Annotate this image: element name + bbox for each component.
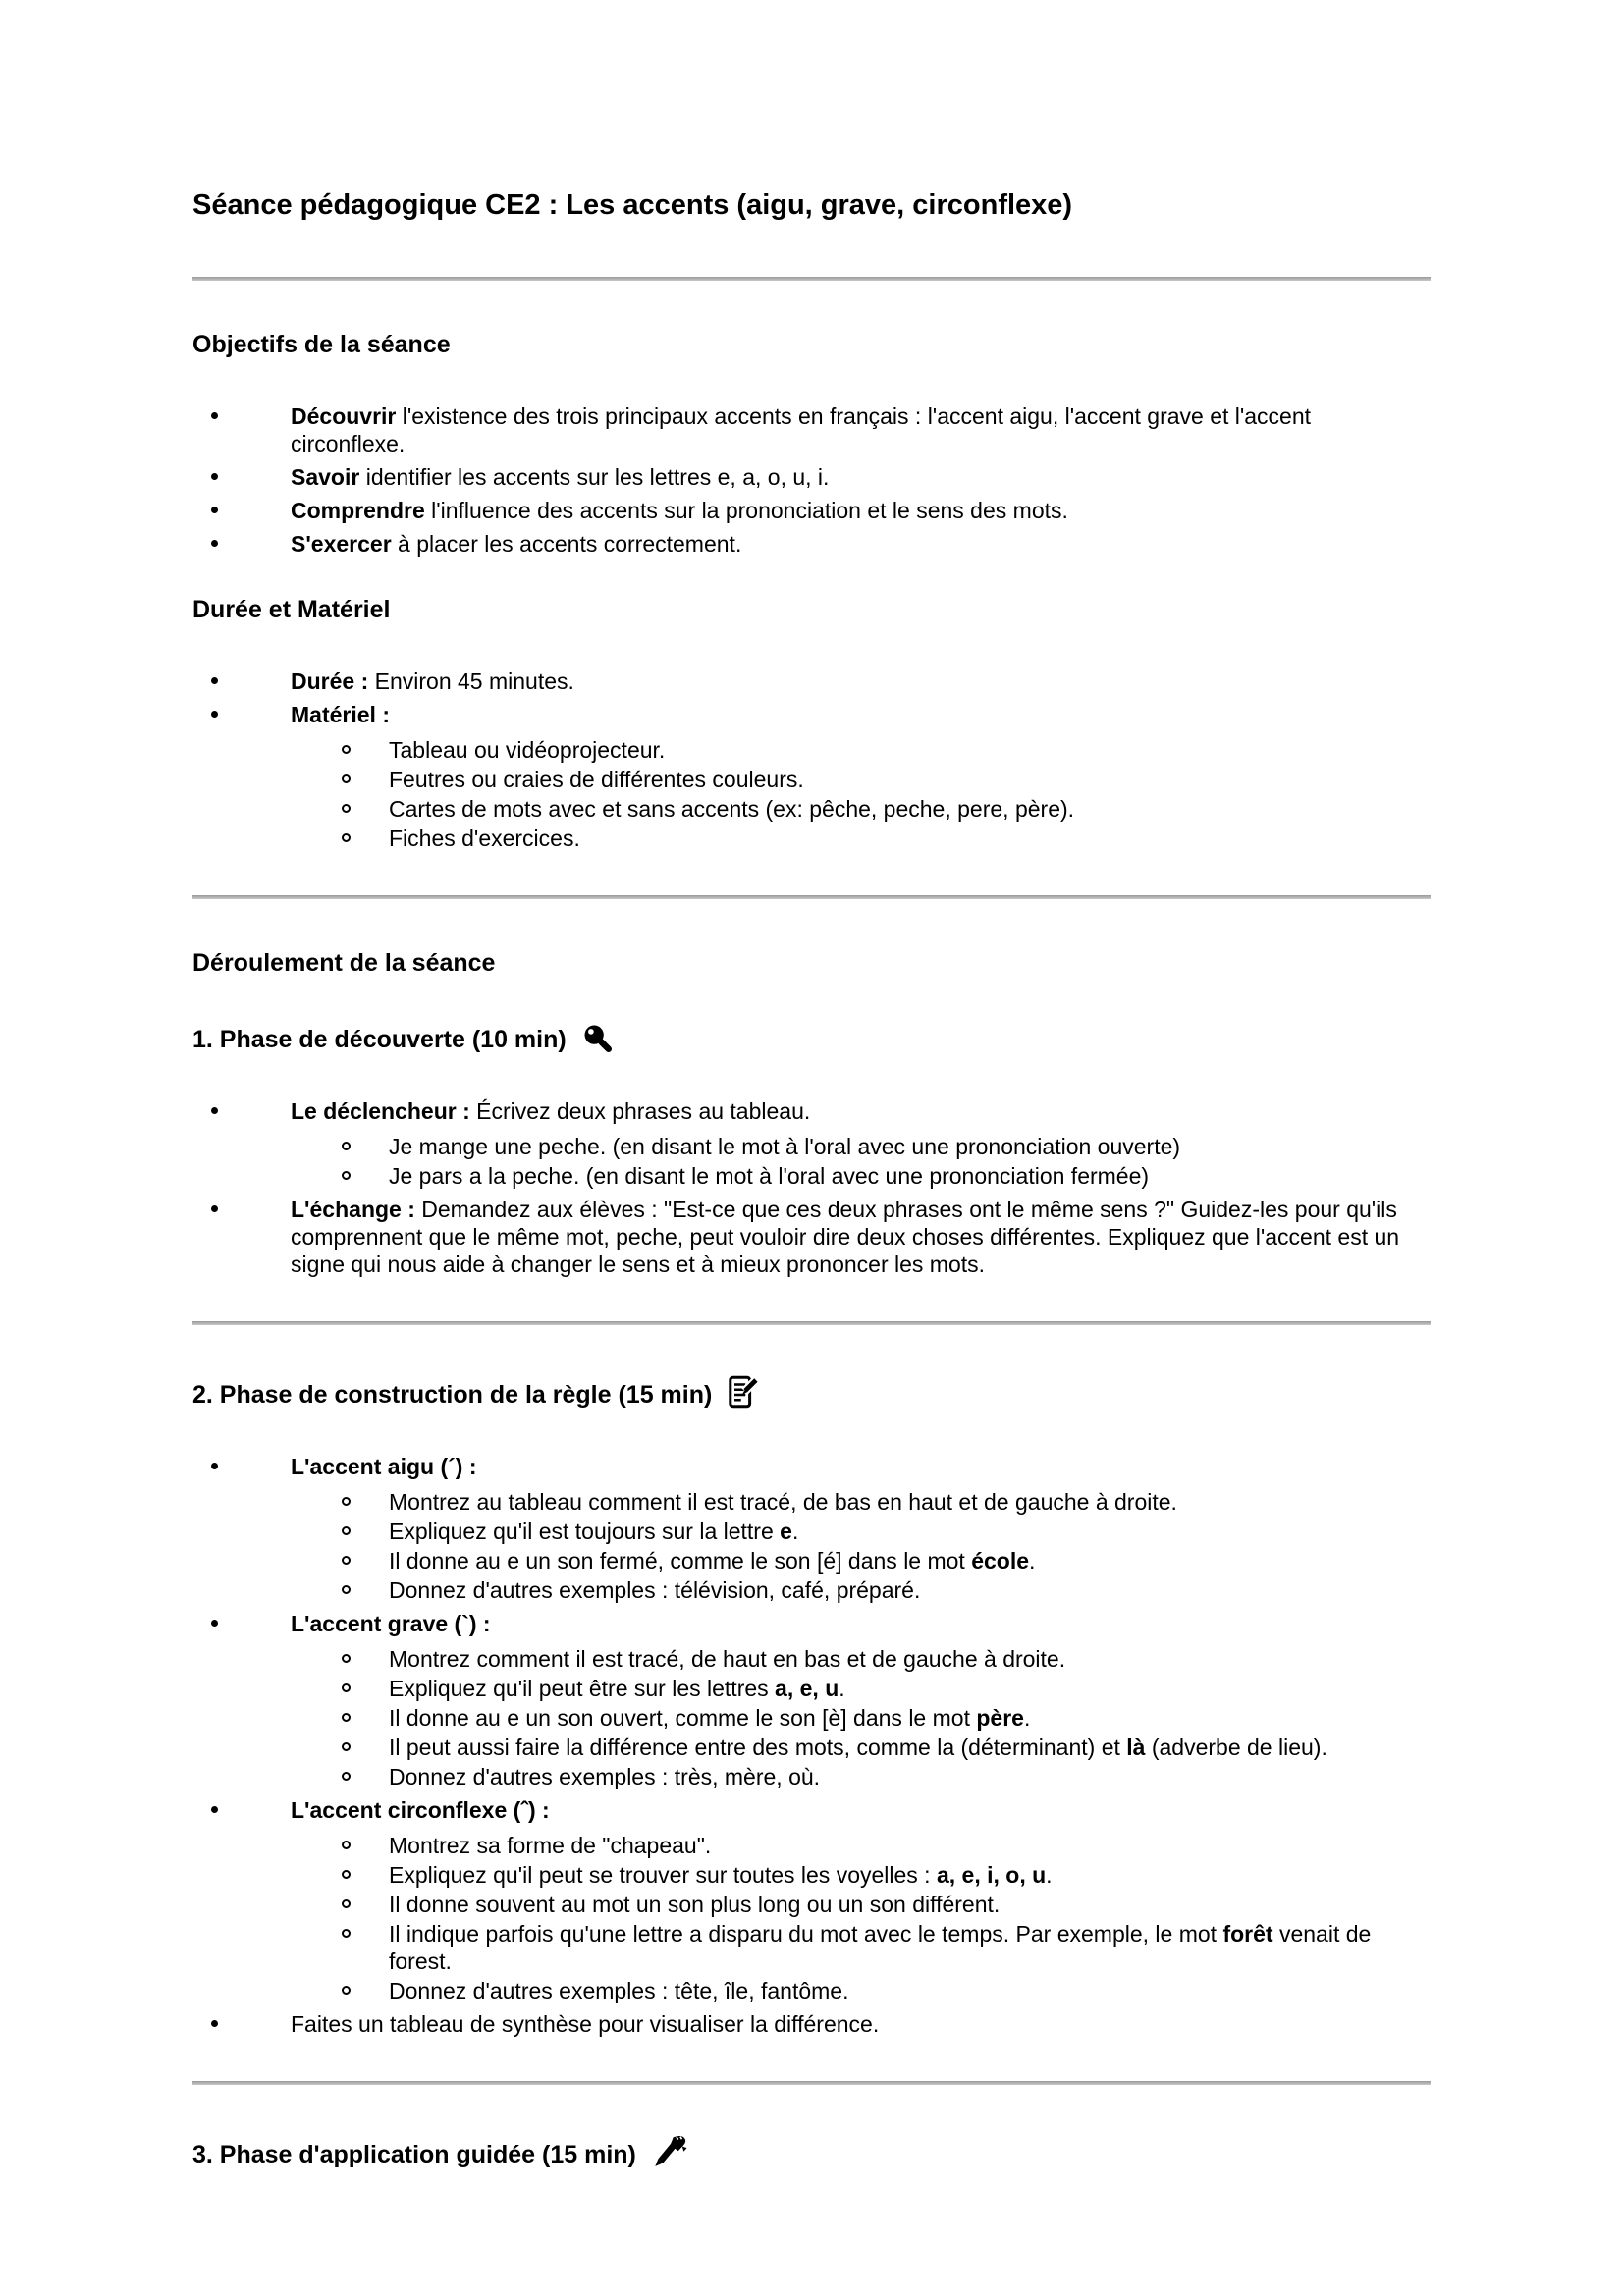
section-heading bbox=[192, 948, 1431, 978]
list-item: S'exercer à placer les accents correctement. bbox=[192, 530, 1431, 558]
heading-text: Déroulement de la séance bbox=[192, 949, 496, 977]
bold-text: a, e, u bbox=[775, 1676, 839, 1701]
list-item: Durée : Environ 45 minutes. bbox=[192, 667, 1431, 695]
bold-text: L'accent grave (`) : bbox=[291, 1611, 491, 1636]
list-item bbox=[192, 1796, 1431, 2004]
sub-list-item: Donnez d'autres exemples : très, mère, où. bbox=[291, 1763, 1431, 1790]
list-item: Faites un tableau de synthèse pour visualiser la différence. bbox=[192, 2010, 1431, 2038]
bold-text: là bbox=[1126, 1735, 1146, 1760]
sub-list-item: Feutres ou craies de différentes couleurs. bbox=[291, 766, 1431, 793]
sub-list-item: Il donne au e un son ouvert, comme le son [è] dans le mot père. bbox=[291, 1704, 1431, 1732]
list-item bbox=[192, 701, 1431, 852]
bold-text: L'accent aigu (´) : bbox=[291, 1454, 477, 1479]
list-item: Découvrir l'existence des trois principaux accents en français : l'accent aigu, l'accent grave et l'accent circonflexe. bbox=[192, 402, 1431, 457]
heading-text: Durée et Matériel bbox=[192, 596, 391, 623]
section-heading bbox=[192, 2134, 1431, 2169]
sub-list-item: Je pars a la peche. (en disant le mot à l'oral avec une prononciation fermée) bbox=[291, 1162, 1431, 1190]
bold-text: S'exercer bbox=[291, 531, 392, 557]
sub-list-item: Tableau ou vidéoprojecteur. bbox=[291, 736, 1431, 764]
bullet-list bbox=[192, 402, 1431, 558]
bold-text: Découvrir bbox=[291, 403, 397, 429]
bold-text: Savoir bbox=[291, 464, 360, 490]
list-item bbox=[192, 1453, 1431, 1604]
heading-text: 3. Phase d'application guidée (15 min) bbox=[192, 2141, 636, 2168]
bold-text: école bbox=[971, 1548, 1030, 1574]
bold-text: e bbox=[780, 1519, 792, 1544]
horizontal-rule bbox=[192, 277, 1431, 281]
sub-bullet-list bbox=[291, 1645, 1431, 1790]
section-heading bbox=[192, 1374, 1431, 1410]
bold-text: père bbox=[976, 1705, 1024, 1731]
bold-text: L'échange : bbox=[291, 1197, 415, 1222]
sub-list-item: Fiches d'exercices. bbox=[291, 825, 1431, 852]
bold-text: L'accent circonflexe (ˆ) : bbox=[291, 1797, 550, 1823]
page-title: Séance pédagogique CE2 : Les accents (aigu, grave, circonflexe) bbox=[192, 189, 1073, 221]
bold-text: Durée : bbox=[291, 668, 369, 694]
memo-icon bbox=[726, 1374, 761, 1410]
magnifier-icon bbox=[580, 1021, 614, 1054]
sub-list-item: Donnez d'autres exemples : télévision, café, préparé. bbox=[291, 1576, 1431, 1604]
sub-list-item: Expliquez qu'il peut être sur les lettres a, e, u. bbox=[291, 1675, 1431, 1702]
sub-list-item: Il peut aussi faire la différence entre des mots, comme la (déterminant) et là (adverbe de lieu). bbox=[291, 1734, 1431, 1761]
sub-list-item: Expliquez qu'il est toujours sur la lettre e. bbox=[291, 1518, 1431, 1545]
list-item: Savoir identifier les accents sur les lettres e, a, o, u, i. bbox=[192, 463, 1431, 491]
section-heading bbox=[192, 1021, 1431, 1054]
heading-text: 1. Phase de découverte (10 min) bbox=[192, 1026, 567, 1053]
sub-list-item: Montrez au tableau comment il est tracé, de bas en haut et de gauche à droite. bbox=[291, 1488, 1431, 1516]
horizontal-rule bbox=[192, 1321, 1431, 1325]
sub-bullet-list bbox=[291, 736, 1431, 852]
bold-text: Le déclencheur : bbox=[291, 1098, 470, 1124]
horizontal-rule bbox=[192, 895, 1431, 899]
sub-list-item: Il indique parfois qu'une lettre a disparu du mot avec le temps. Par exemple, le mot forêt venait de forest. bbox=[291, 1920, 1431, 1975]
heading-text: Objectifs de la séance bbox=[192, 331, 451, 358]
sub-bullet-list bbox=[291, 1488, 1431, 1604]
bullet-list bbox=[192, 667, 1431, 852]
bold-text: forêt bbox=[1222, 1921, 1273, 1947]
heading-text: 2. Phase de construction de la règle (15 min) bbox=[192, 1381, 713, 1409]
list-item: Le déclencheur : Écrivez deux phrases au tableau. Je mange une peche. (en disant le mot à l'oral avec une prononciation ouverte) Je pars a la peche. (en disant le mot à l'oral avec une prononciation fermée) bbox=[192, 1097, 1431, 1190]
sub-list-item: Donnez d'autres exemples : tête, île, fantôme. bbox=[291, 1977, 1431, 2004]
writing-hand-icon bbox=[650, 2134, 689, 2169]
sub-list-item: Montrez sa forme de "chapeau". bbox=[291, 1832, 1431, 1859]
bold-text: Comprendre bbox=[291, 498, 425, 523]
sub-list-item: Il donne souvent au mot un son plus long ou un son différent. bbox=[291, 1891, 1431, 1918]
bold-text: a, e, i, o, u bbox=[936, 1862, 1047, 1888]
bullet-list bbox=[192, 1453, 1431, 2038]
list-item bbox=[192, 1610, 1431, 1790]
sub-list-item: Montrez comment il est tracé, de haut en bas et de gauche à droite. bbox=[291, 1645, 1431, 1673]
bullet-list bbox=[192, 1097, 1431, 1278]
sub-list-item: Expliquez qu'il peut se trouver sur toutes les voyelles : a, e, i, o, u. bbox=[291, 1861, 1431, 1889]
sub-list-item: Cartes de mots avec et sans accents (ex: pêche, peche, pere, père). bbox=[291, 795, 1431, 823]
sub-bullet-list bbox=[291, 1832, 1431, 2004]
section-heading bbox=[192, 595, 1431, 624]
section-heading bbox=[192, 330, 1431, 359]
list-item: Comprendre l'influence des accents sur la prononciation et le sens des mots. bbox=[192, 497, 1431, 524]
list-item: L'échange : Demandez aux élèves : "Est-ce que ces deux phrases ont le même sens ?" Guidez-les pour qu'ils comprennent que le même mot, peche, peut vouloir dire deux choses différentes. Expliquez que l'accent est un signe qui nous aide à changer le sens et à mieux prononcer les mots. bbox=[192, 1196, 1431, 1278]
sub-bullet-list bbox=[291, 1133, 1431, 1190]
horizontal-rule bbox=[192, 2081, 1431, 2085]
sub-list-item: Je mange une peche. (en disant le mot à l'oral avec une prononciation ouverte) bbox=[291, 1133, 1431, 1160]
document-body bbox=[192, 277, 1431, 2169]
bold-text: Matériel : bbox=[291, 702, 390, 727]
sub-list-item: Il donne au e un son fermé, comme le son [é] dans le mot école. bbox=[291, 1547, 1431, 1575]
